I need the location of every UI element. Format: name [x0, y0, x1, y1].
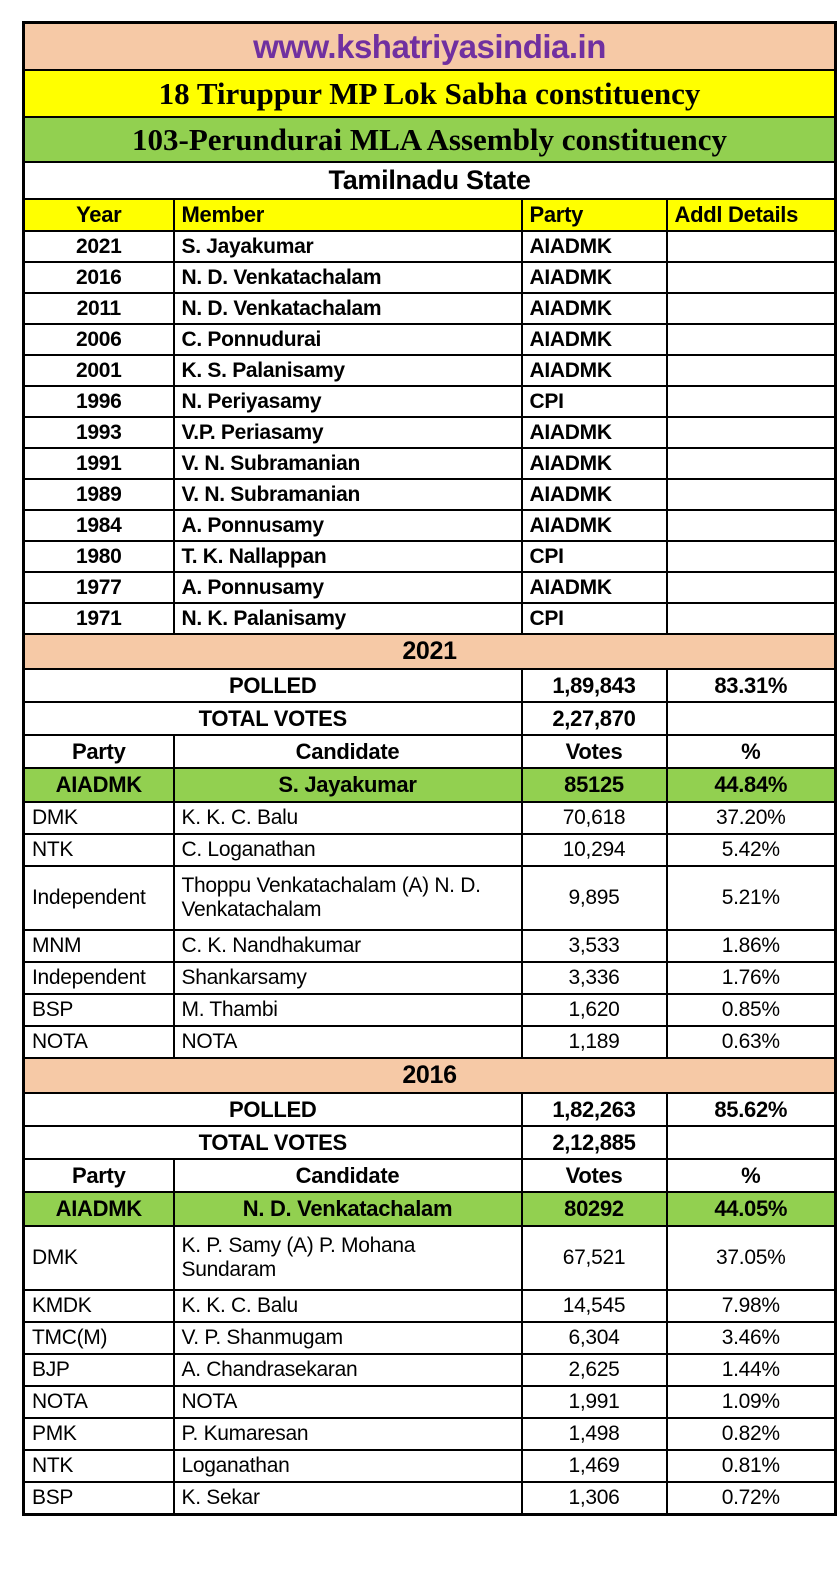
election-year-band: [24, 634, 836, 669]
percent-cell: 5.42%: [667, 834, 836, 866]
total-votes-label: TOTAL VOTES: [24, 1126, 522, 1159]
polled-percent: 85.62%: [667, 1093, 836, 1126]
polled-value: 1,89,843: [522, 669, 667, 702]
party-cell: NOTA: [24, 1026, 174, 1058]
percent-cell: 37.20%: [667, 802, 836, 834]
members-header-row: [24, 199, 836, 231]
party-cell: BSP: [24, 994, 174, 1026]
polled-percent: 83.31%: [667, 669, 836, 702]
member-row: [24, 510, 836, 541]
percent-cell: 0.85%: [667, 994, 836, 1026]
party-cell: BSP: [24, 1482, 174, 1515]
candidate-row: [24, 1450, 836, 1482]
members-col-party: Party: [522, 199, 667, 231]
results-col-votes: Votes: [522, 1159, 667, 1192]
member-row: [24, 417, 836, 448]
votes-cell: 1,498: [522, 1418, 667, 1450]
candidate-cell: K. Sekar: [174, 1482, 522, 1515]
votes-cell: 1,620: [522, 994, 667, 1026]
election-results-body: [24, 634, 836, 1515]
candidate-cell: NOTA: [174, 1386, 522, 1418]
party-cell: DMK: [24, 1226, 174, 1290]
member-party: CPI: [522, 603, 667, 634]
election-year: 2021: [24, 634, 836, 669]
member-name: V. N. Subramanian: [174, 448, 522, 479]
member-name: N. K. Palanisamy: [174, 603, 522, 634]
member-party: AIADMK: [522, 510, 667, 541]
members-table-body: [24, 231, 836, 634]
candidate-row: [24, 962, 836, 994]
party-cell: KMDK: [24, 1290, 174, 1322]
candidate-cell: Thoppu Venkatachalam (A) N. D. Venkatachalam: [174, 866, 522, 930]
total-votes-row: [24, 1126, 836, 1159]
candidate-cell: Shankarsamy: [174, 962, 522, 994]
member-year: 1984: [24, 510, 174, 541]
results-col-party: Party: [24, 1159, 174, 1192]
polled-value: 1,82,263: [522, 1093, 667, 1126]
candidate-row: [24, 834, 836, 866]
state-title: Tamilnadu State: [24, 162, 836, 199]
party-cell: Independent: [24, 962, 174, 994]
members-col-addl-details: Addl Details: [667, 199, 836, 231]
member-row: [24, 572, 836, 603]
total-votes-value: 2,12,885: [522, 1126, 667, 1159]
percent-cell: 0.63%: [667, 1026, 836, 1058]
votes-cell: 6,304: [522, 1322, 667, 1354]
member-addl-details: [667, 417, 836, 448]
lok-sabha-band: [24, 70, 836, 117]
candidate-cell: A. Chandrasekaran: [174, 1354, 522, 1386]
percent-cell: 3.46%: [667, 1322, 836, 1354]
winner-candidate-cell: N. D. Venkatachalam: [174, 1192, 522, 1226]
top-bands: [24, 23, 836, 232]
member-addl-details: [667, 479, 836, 510]
candidate-row: [24, 1386, 836, 1418]
percent-cell: 37.05%: [667, 1226, 836, 1290]
candidate-row: [24, 1026, 836, 1058]
results-col-candidate: Candidate: [174, 735, 522, 768]
votes-cell: 14,545: [522, 1290, 667, 1322]
results-col-candidate: Candidate: [174, 1159, 522, 1192]
candidate-row: [24, 1354, 836, 1386]
percent-cell: 1.09%: [667, 1386, 836, 1418]
total-votes-percent-empty: [667, 1126, 836, 1159]
member-row: [24, 541, 836, 572]
party-cell: MNM: [24, 930, 174, 962]
candidate-row: [24, 994, 836, 1026]
state-band: [24, 162, 836, 199]
member-year: 1996: [24, 386, 174, 417]
results-header-row: [24, 1159, 836, 1192]
member-year: 1977: [24, 572, 174, 603]
member-row: [24, 293, 836, 324]
winner-row: [24, 768, 836, 802]
votes-cell: 1,991: [522, 1386, 667, 1418]
member-name: N. Periyasamy: [174, 386, 522, 417]
member-year: 1991: [24, 448, 174, 479]
party-cell: Independent: [24, 866, 174, 930]
member-row: [24, 231, 836, 262]
percent-cell: 0.81%: [667, 1450, 836, 1482]
total-votes-label: TOTAL VOTES: [24, 702, 522, 735]
results-col-percent: %: [667, 735, 836, 768]
votes-cell: 3,533: [522, 930, 667, 962]
party-cell: NTK: [24, 834, 174, 866]
winner-votes-cell: 85125: [522, 768, 667, 802]
party-cell: BJP: [24, 1354, 174, 1386]
winner-row: [24, 1192, 836, 1226]
member-addl-details: [667, 231, 836, 262]
total-votes-value: 2,27,870: [522, 702, 667, 735]
member-name: N. D. Venkatachalam: [174, 293, 522, 324]
candidate-row: [24, 1418, 836, 1450]
party-cell: TMC(M): [24, 1322, 174, 1354]
member-addl-details: [667, 510, 836, 541]
member-party: AIADMK: [522, 231, 667, 262]
member-name: A. Ponnusamy: [174, 572, 522, 603]
candidate-row: [24, 1290, 836, 1322]
member-addl-details: [667, 324, 836, 355]
member-year: 1989: [24, 479, 174, 510]
winner-percent-cell: 44.84%: [667, 768, 836, 802]
member-row: [24, 355, 836, 386]
member-addl-details: [667, 448, 836, 479]
assembly-title: 103-Perundurai MLA Assembly constituency: [24, 117, 836, 162]
candidate-cell: C. K. Nandhakumar: [174, 930, 522, 962]
lok-sabha-title: 18 Tiruppur MP Lok Sabha constituency: [24, 70, 836, 117]
votes-cell: 67,521: [522, 1226, 667, 1290]
party-cell: PMK: [24, 1418, 174, 1450]
member-name: C. Ponnudurai: [174, 324, 522, 355]
member-party: CPI: [522, 541, 667, 572]
candidate-row: [24, 930, 836, 962]
member-addl-details: [667, 572, 836, 603]
polled-label: POLLED: [24, 1093, 522, 1126]
assembly-band: [24, 117, 836, 162]
votes-cell: 1,469: [522, 1450, 667, 1482]
member-row: [24, 448, 836, 479]
party-cell: NOTA: [24, 1386, 174, 1418]
results-col-percent: %: [667, 1159, 836, 1192]
member-addl-details: [667, 355, 836, 386]
member-addl-details: [667, 541, 836, 572]
total-votes-percent-empty: [667, 702, 836, 735]
member-name: T. K. Nallappan: [174, 541, 522, 572]
member-name: K. S. Palanisamy: [174, 355, 522, 386]
member-name: N. D. Venkatachalam: [174, 262, 522, 293]
percent-cell: 1.86%: [667, 930, 836, 962]
candidate-row: [24, 866, 836, 930]
constituency-sheet: [22, 21, 837, 1516]
member-year: 1980: [24, 541, 174, 572]
party-cell: DMK: [24, 802, 174, 834]
candidate-row: [24, 802, 836, 834]
votes-cell: 9,895: [522, 866, 667, 930]
member-addl-details: [667, 603, 836, 634]
percent-cell: 1.44%: [667, 1354, 836, 1386]
member-party: CPI: [522, 386, 667, 417]
results-col-party: Party: [24, 735, 174, 768]
member-name: V.P. Periasamy: [174, 417, 522, 448]
results-header-row: [24, 735, 836, 768]
candidate-cell: C. Loganathan: [174, 834, 522, 866]
member-party: AIADMK: [522, 324, 667, 355]
member-party: AIADMK: [522, 355, 667, 386]
winner-party-cell: AIADMK: [24, 1192, 174, 1226]
votes-cell: 2,625: [522, 1354, 667, 1386]
member-party: AIADMK: [522, 293, 667, 324]
election-year-band: [24, 1058, 836, 1093]
member-row: [24, 603, 836, 634]
members-col-year: Year: [24, 199, 174, 231]
percent-cell: 5.21%: [667, 866, 836, 930]
member-year: 1971: [24, 603, 174, 634]
member-year: 2021: [24, 231, 174, 262]
candidate-row: [24, 1322, 836, 1354]
candidate-cell: Loganathan: [174, 1450, 522, 1482]
candidate-cell: V. P. Shanmugam: [174, 1322, 522, 1354]
member-row: [24, 386, 836, 417]
member-row: [24, 262, 836, 293]
member-row: [24, 479, 836, 510]
candidate-cell: M. Thambi: [174, 994, 522, 1026]
member-party: AIADMK: [522, 572, 667, 603]
percent-cell: 0.82%: [667, 1418, 836, 1450]
votes-cell: 1,189: [522, 1026, 667, 1058]
polled-row: [24, 669, 836, 702]
site-title: www.kshatriyasindia.in: [24, 23, 836, 71]
party-cell: NTK: [24, 1450, 174, 1482]
candidate-cell: K. K. C. Balu: [174, 1290, 522, 1322]
member-year: 2006: [24, 324, 174, 355]
member-name: S. Jayakumar: [174, 231, 522, 262]
winner-candidate-cell: S. Jayakumar: [174, 768, 522, 802]
candidate-cell: NOTA: [174, 1026, 522, 1058]
candidate-row: [24, 1482, 836, 1515]
percent-cell: 0.72%: [667, 1482, 836, 1515]
results-col-votes: Votes: [522, 735, 667, 768]
member-name: V. N. Subramanian: [174, 479, 522, 510]
votes-cell: 1,306: [522, 1482, 667, 1515]
votes-cell: 70,618: [522, 802, 667, 834]
percent-cell: 1.76%: [667, 962, 836, 994]
votes-cell: 3,336: [522, 962, 667, 994]
member-year: 2016: [24, 262, 174, 293]
member-party: AIADMK: [522, 417, 667, 448]
members-col-member: Member: [174, 199, 522, 231]
candidate-row: [24, 1226, 836, 1290]
member-name: A. Ponnusamy: [174, 510, 522, 541]
member-party: AIADMK: [522, 479, 667, 510]
member-row: [24, 324, 836, 355]
member-year: 2011: [24, 293, 174, 324]
member-party: AIADMK: [522, 448, 667, 479]
member-addl-details: [667, 293, 836, 324]
site-banner-row: [24, 23, 836, 71]
member-year: 2001: [24, 355, 174, 386]
winner-percent-cell: 44.05%: [667, 1192, 836, 1226]
winner-party-cell: AIADMK: [24, 768, 174, 802]
election-year: 2016: [24, 1058, 836, 1093]
member-addl-details: [667, 386, 836, 417]
candidate-cell: P. Kumaresan: [174, 1418, 522, 1450]
votes-cell: 10,294: [522, 834, 667, 866]
winner-votes-cell: 80292: [522, 1192, 667, 1226]
member-year: 1993: [24, 417, 174, 448]
member-party: AIADMK: [522, 262, 667, 293]
polled-row: [24, 1093, 836, 1126]
percent-cell: 7.98%: [667, 1290, 836, 1322]
candidate-cell: K. K. C. Balu: [174, 802, 522, 834]
total-votes-row: [24, 702, 836, 735]
member-addl-details: [667, 262, 836, 293]
polled-label: POLLED: [24, 669, 522, 702]
candidate-cell: K. P. Samy (A) P. Mohana Sundaram: [174, 1226, 522, 1290]
